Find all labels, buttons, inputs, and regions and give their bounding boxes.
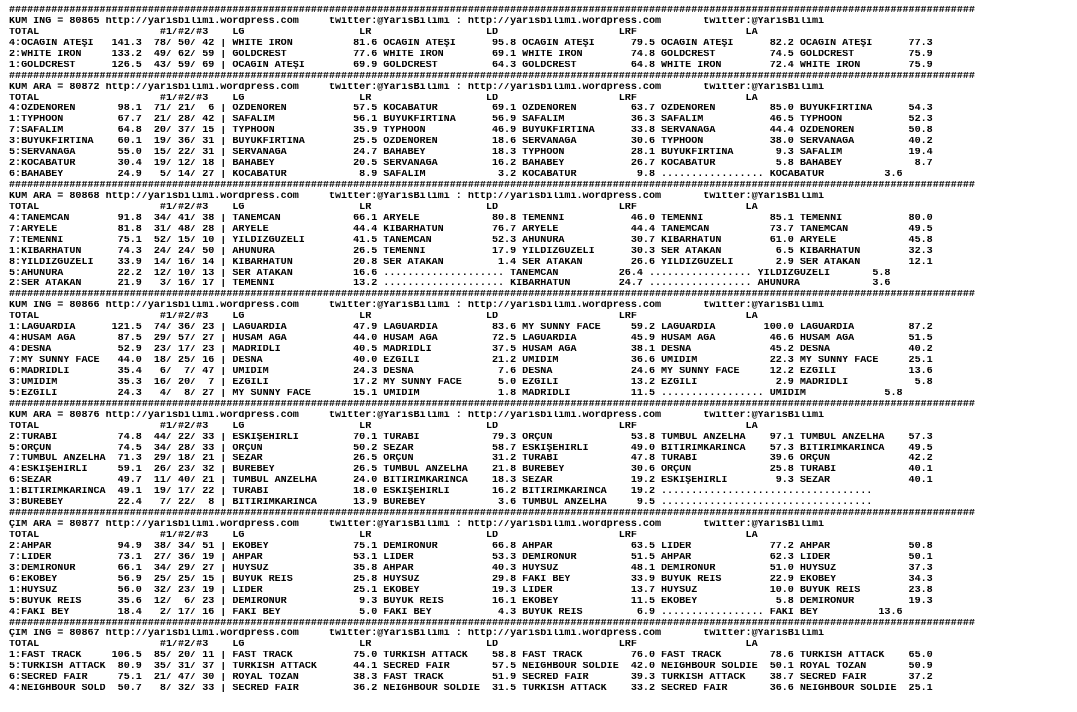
column-headers: TOTAL #1/#2/#3 LG LR LD LRF LA <box>9 27 758 38</box>
horse-row: 4:HÜSAM AĞA 87.5 29/ 57/ 27 | HÜSAM AĞA 44.0 HÜSAM AĞA 72.5 LAGUARDİA 45.9 HÜSAM AĞA 46.6 HÜSAM AĞA 51.5 <box>9 334 933 345</box>
horse-row: 6:SEZAR 49.7 11/ 40/ 21 | TUMBUL ANZELHA 24.0 BİTİRİMKARINCA 18.3 SEZAR 19.2 ESKİŞEHİRLİ 9.3 SEZAR 40.1 <box>9 476 933 487</box>
horse-row: 6:BAHABEY 24.9 5/ 14/ 27 | KOCABATUR 8.9 SAFALIM 3.2 KOCABATUR 9.8 ................. KOCABATUR 3.6 <box>9 170 903 181</box>
horse-row: 1:TYPHOON 67.7 21/ 28/ 42 | SAFALIM 56.1 BÜYÜKFIRTINA 56.9 SAFALIM 36.3 SAFALIM 46.5 TYPHOON 52.3 <box>9 115 933 126</box>
horse-row: 1:GOLDCREST 126.5 43/ 59/ 69 | OCAĞIN ATEŞİ 69.9 GOLDCREST 64.3 GOLDCREST 64.8 WHITE IRON 72.4 WHITE IRON 75.9 <box>9 60 933 71</box>
horse-row: 7:MY SUNNY FACE 44.0 18/ 25/ 16 | DESNA 40.0 EZGİLİ 21.2 ÜMİDİM 36.6 ÜMİDİM 22.3 MY SUNNY FACE 25.1 <box>9 356 933 366</box>
separator-line: ################################################################################################################################################################ <box>9 509 975 520</box>
race-header: KUM ARA = 80868 http://yarisbilimi.wordpress.com twitter:@YarisBilimi : http://yarisbilimi.wordpress.com twitter:@YarisBilimi <box>9 191 825 202</box>
horse-row: 4:ESKİŞEHİRLİ 59.1 26/ 23/ 32 | BÜREBEY 26.5 TUMBUL ANZELHA 21.8 BÜREBEY 30.6 ORÇUN 25.8 TURABİ 40.1 <box>9 465 933 476</box>
horse-row: 6:MADRİDLİ 35.4 6/ 7/ 47 | ÜMİDİM 24.3 DESNA 7.6 DESNA 24.6 MY SUNNY FACE 12.2 EZGİLİ 13.6 <box>9 366 933 377</box>
horse-row: 3:ÜMİDİM 35.3 16/ 20/ 7 | EZGİLİ 17.2 MY SUNNY FACE 5.0 EZGİLİ 13.2 EZGİLİ 2.9 MADRİDLİ 5.8 <box>9 377 933 388</box>
horse-row: 5:BÜYÜK REİS 35.6 12/ 6/ 23 | DEMİRONUR 9.3 BÜYÜK REİS 16.1 EKOBEY 11.5 EKOBEY 5.8 DEMİRONUR 19.3 <box>9 596 933 607</box>
race-block <box>9 6 1075 72</box>
column-headers: TOTAL #1/#2/#3 LG LR LD LRF LA <box>9 421 758 432</box>
separator-line: ################################################################################################################################################################ <box>9 618 975 629</box>
separator-line: ################################################################################################################################################################ <box>9 181 975 191</box>
race-block <box>9 619 1075 696</box>
column-headers: TOTAL #1/#2/#3 LG LR LD LRF LA <box>9 640 758 651</box>
horse-row: 7:SAFALIM 64.8 20/ 37/ 15 | TYPHOON 35.9 TYPHOON 46.9 BÜYÜKFIRTINA 33.8 SERVANAĞA 44.4 ÖZDENÖREN 50.8 <box>9 126 933 137</box>
horse-row: 5:SERVANAĞA 55.0 15/ 22/ 31 | SERVANAĞA 24.7 BAHABEY 18.3 TYPHOON 28.1 BÜYÜKFIRTINA 9.3 SAFALIM 19.4 <box>9 148 933 159</box>
horse-row: 4:ÖZDENÖREN 98.1 71/ 21/ 6 | ÖZDENÖREN 57.5 KOCABATUR 69.1 ÖZDENÖREN 63.7 ÖZDENÖREN 85.0 BÜYÜKFIRTINA 54.3 <box>9 104 933 115</box>
horse-row: 1:KİBARHATUN 74.3 24/ 24/ 50 | AHUNURA 26.5 TEMENNİ 17.9 YILDIZGÜZELİ 30.3 SER ATAKAN 6.5 KİBARHATUN 32.3 <box>9 246 933 257</box>
horse-row: 2:SER ATAKAN 21.9 3/ 16/ 17 | TEMENNİ 13.2 .................... KİBARHATUN 24.7 ................. AHUNURA 3.6 <box>9 279 891 290</box>
horse-row: 4:OCAĞIN ATEŞİ 141.3 78/ 50/ 42 | WHITE IRON 81.6 OCAĞIN ATEŞİ 95.8 OCAĞIN ATEŞİ 79.5 OCAĞIN ATEŞİ 82.2 OCAĞIN ATEŞİ 77.3 <box>9 38 933 49</box>
horse-row: 3:BÜYÜKFIRTINA 60.1 19/ 36/ 31 | BÜYÜKFIRTINA 25.5 ÖZDENÖREN 18.6 SERVANAĞA 30.6 TYPHOON 38.0 SERVANAĞA 40.2 <box>9 137 933 148</box>
horse-row: 1:BİTİRİMKARINCA 49.1 19/ 17/ 22 | TURABİ 18.0 ESKİŞEHİRLİ 16.2 BİTİRİMKARINCA 19.2 ................................... <box>9 487 873 498</box>
race-header: KUM İNG = 80866 http://yarisbilimi.wordpress.com twitter:@YarisBilimi : http://yarisbilimi.wordpress.com twitter:@YarisBilimi <box>9 301 825 312</box>
horse-row: 2:AHPAR 94.9 38/ 34/ 51 | EKOBEY 75.1 DEMİRONUR 66.8 AHPAR 63.5 LİDER 77.2 AHPAR 50.8 <box>9 541 933 552</box>
separator-line: ################################################################################################################################################################ <box>9 399 975 410</box>
race-block <box>9 181 1075 290</box>
horse-row: 5:ORÇUN 74.5 34/ 28/ 33 | ORÇUN 50.2 SEZAR 58.7 ESKİŞEHİRLİ 49.0 BİTİRİMKARINCA 57.3 BİTİRİMKARINCA 49.5 <box>9 443 933 454</box>
horse-row: 1:FAST TRACK 106.5 85/ 20/ 11 | FAST TRACK 75.0 TURKISH ATTACK 58.8 FAST TRACK 76.0 FAST TRACK 78.6 TURKISH ATTACK 65.0 <box>9 651 933 662</box>
separator-line: ################################################################################################################################################################ <box>9 71 975 82</box>
horse-row: 7:TEMENNİ 75.1 52/ 15/ 10 | YILDIZGÜZELİ 41.5 TANEMCAN 52.3 AHUNURA 30.7 KİBARHATUN 61.0 ARYELE 45.8 <box>9 235 933 246</box>
separator-line: ################################################################################################################################################################ <box>9 6 975 16</box>
horse-row: 1:HUYSUZ 56.0 32/ 23/ 19 | LİDER 25.1 EKOBEY 19.3 LİDER 13.7 HUYSUZ 10.0 BÜYÜK REİS 23.8 <box>9 585 933 596</box>
race-block <box>9 72 1075 181</box>
column-headers: TOTAL #1/#2/#3 LG LR LD LRF LA <box>9 202 758 213</box>
horse-row: 5:EZGİLİ 24.3 4/ 8/ 27 | MY SUNNY FACE 15.1 ÜMİDİM 1.8 MADRİDLİ 11.5 ................. ÜMİDİM 5.8 <box>9 388 903 399</box>
horse-row: 7:LİDER 73.1 27/ 36/ 19 | AHPAR 53.1 LİDER 53.3 DEMİRONUR 51.5 AHPAR 62.3 LİDER 50.1 <box>9 552 933 563</box>
horse-row: 2:KOCABATUR 30.4 19/ 12/ 18 | BAHABEY 20.5 SERVANAĞA 16.2 BAHABEY 26.7 KOCABATUR 5.8 BAHABEY 8.7 <box>9 159 933 170</box>
race-header: KUM ARA = 80872 http://yarisbilimi.wordpress.com twitter:@YarisBilimi : http://yarisbilimi.wordpress.com twitter:@YarisBilimi <box>9 82 825 93</box>
horse-row: 7:TUMBUL ANZELHA 71.3 29/ 18/ 21 | SEZAR 26.5 ORÇUN 31.2 TURABİ 47.8 TURABİ 39.6 ORÇUN 42.2 <box>9 454 933 465</box>
horse-row: 8:YILDIZGÜZELİ 33.9 14/ 16/ 14 | KİBARHATUN 20.8 SER ATAKAN 1.4 SER ATAKAN 26.6 YILDIZGÜZELİ 2.9 SER ATAKAN 12.1 <box>9 257 933 268</box>
horse-row: 5:TURKISH ATTACK 80.9 35/ 31/ 37 | TURKISH ATTACK 44.1 SECRED FAİR 57.5 NEIGHBOUR SOLDIE 42.0 NEIGHBOUR SOLDIE 50.1 ROYAL TOZAN 50.9 <box>9 662 933 673</box>
column-headers: TOTAL #1/#2/#3 LG LR LD LRF LA <box>9 312 758 323</box>
horse-row: 1:LAGUARDİA 121.5 74/ 36/ 23 | LAGUARDİA 47.9 LAGUARDİA 83.6 MY SUNNY FACE 59.2 LAGUARDİA 100.0 LAGUARDİA 87.2 <box>9 323 933 334</box>
race-header: ÇİM İNG = 80867 http://yarisbilimi.wordpress.com twitter:@YarisBilimi : http://yarisbilimi.wordpress.com twitter:@YarisBilimi <box>9 629 825 640</box>
race-block <box>9 290 1075 399</box>
horse-row: 5:AHUNURA 22.2 12/ 10/ 13 | SER ATAKAN 16.6 .................... TANEMCAN 26.4 ................. YILDIZGÜZELİ 5.8 <box>9 268 891 279</box>
horse-row: 4:TANEMCAN 91.8 34/ 41/ 38 | TANEMCAN 66.1 ARYELE 80.8 TEMENNİ 46.0 TEMENNİ 85.1 TEMENNİ 80.0 <box>9 213 933 224</box>
column-headers: TOTAL #1/#2/#3 LG LR LD LRF LA <box>9 93 758 104</box>
race-header: KUM İNG = 80865 http://yarisbilimi.wordpress.com twitter:@YarisBilimi : http://yarisbilimi.wordpress.com twitter:@YarisBilimi <box>9 16 825 27</box>
race-header: KUM ARA = 80876 http://yarisbilimi.wordpress.com twitter:@YarisBilimi : http://yarisbilimi.wordpress.com twitter:@YarisBilimi <box>9 410 825 421</box>
horse-row: 4:DESNA 52.9 23/ 17/ 23 | MADRİDLİ 40.5 MADRİDLİ 37.5 HÜSAM AĞA 38.1 DESNA 45.2 DESNA 40.2 <box>9 345 933 356</box>
horse-row: 6:SECRED FAİR 75.1 21/ 47/ 30 | ROYAL TOZAN 38.3 FAST TRACK 51.9 SECRED FAİR 39.3 TURKISH ATTACK 38.7 SECRED FAİR 37.2 <box>9 673 933 684</box>
race-header: ÇİM ARA = 80877 http://yarisbilimi.wordpress.com twitter:@YarisBilimi : http://yarisbilimi.wordpress.com twitter:@YarisBilimi <box>9 520 825 531</box>
horse-row: 6:EKOBEY 56.9 25/ 25/ 15 | BÜYÜK REİS 25.8 HUYSUZ 29.8 FAKİ BEY 33.9 BÜYÜK REİS 22.9 EKOBEY 34.3 <box>9 574 933 585</box>
column-headers: TOTAL #1/#2/#3 LG LR LD LRF LA <box>9 531 758 541</box>
horse-row: 7:ARYELE 81.8 31/ 48/ 28 | ARYELE 44.4 KİBARHATUN 76.7 ARYELE 44.4 TANEMCAN 73.7 TANEMCAN 49.5 <box>9 224 933 235</box>
horse-row: 2:TURABİ 74.8 44/ 22/ 33 | ESKİŞEHİRLİ 70.1 TURABİ 79.3 ORÇUN 53.8 TUMBUL ANZELHA 97.1 TUMBUL ANZELHA 57.3 <box>9 432 933 443</box>
horse-row: 2:WHITE IRON 133.2 49/ 62/ 59 | GOLDCREST 77.6 WHITE IRON 69.1 WHITE IRON 74.8 GOLDCREST 74.5 GOLDCREST 75.9 <box>9 49 933 60</box>
horse-row: 4:NEIGHBOUR SOLD 50.7 8/ 32/ 33 | SECRED FAİR 36.2 NEIGHBOUR SOLDIE 31.5 TURKISH ATTACK 33.2 SECRED FAİR 36.6 NEIGHBOUR SOLDIE 25.1 <box>9 684 933 695</box>
horse-row: 4:FAKİ BEY 18.4 2/ 17/ 16 | FAKİ BEY 5.0 FAKİ BEY 4.3 BÜYÜK REİS 6.9 ................. FAKİ BEY 13.6 <box>9 607 903 618</box>
horse-row: 3:DEMİRONUR 66.1 34/ 29/ 27 | HUYSUZ 35.8 AHPAR 40.3 HUYSUZ 48.1 DEMİRONUR 51.0 HUYSUZ 37.3 <box>9 563 933 574</box>
horse-row: 3:BÜREBEY 22.4 7/ 22/ 8 | BİTİRİMKARINCA 13.9 BÜREBEY 3.6 TUMBUL ANZELHA 9.5 ................................... <box>9 498 873 509</box>
race-block <box>9 509 1075 618</box>
race-block <box>9 400 1075 509</box>
separator-line: ################################################################################################################################################################ <box>9 290 975 301</box>
race-stats-sheet <box>9 6 1075 695</box>
